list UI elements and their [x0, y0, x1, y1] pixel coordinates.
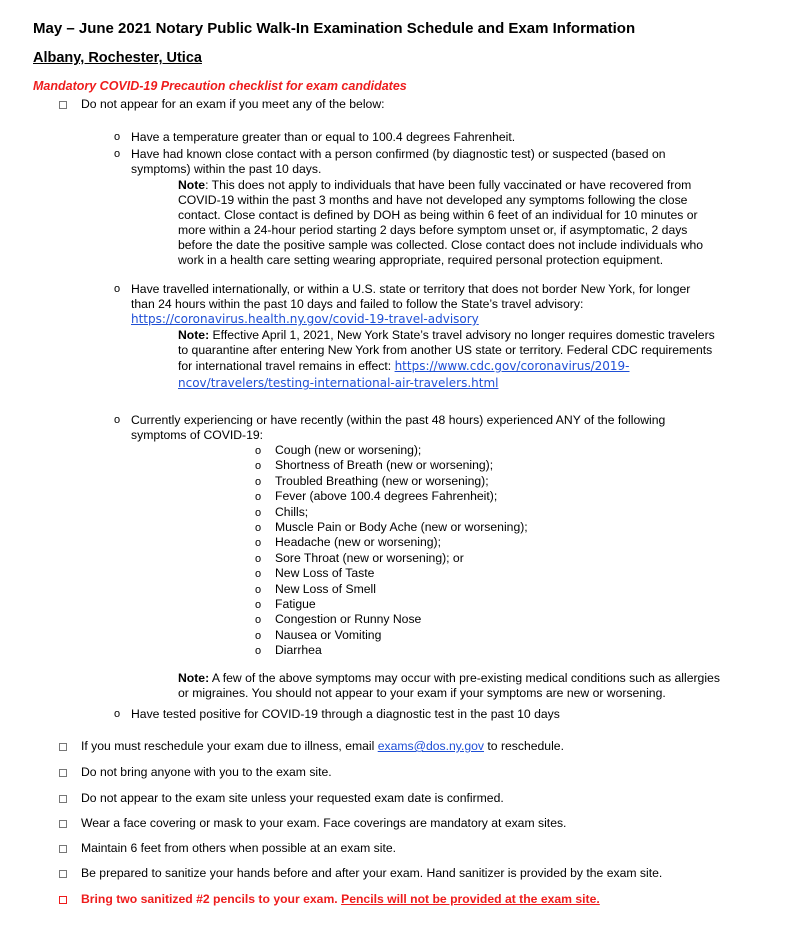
email-link[interactable]: exams@dos.ny.gov [377, 739, 485, 753]
note-travel-line2: to quarantine after entering New York from another US state or territory. Federal CDC requirements [178, 343, 713, 357]
bullet-icon: o [255, 583, 262, 596]
symptom-item [255, 643, 322, 658]
sub-item-symptoms-line2: symptoms of COVID-19: [131, 428, 264, 442]
bullet-icon: o [255, 475, 262, 488]
page-title: May – June 2021 Notary Public Walk-In Examination Schedule and Exam Information [33, 20, 636, 37]
symptom-item [255, 551, 464, 566]
sub-item-temperature: Have a temperature greater than or equal to 100.4 degrees Fahrenheit. [131, 130, 516, 144]
note-text: A few of the above symptoms may occur with pre-existing medical conditions such as allergies [209, 671, 720, 685]
symptom-label: Troubled Breathing (new or worsening); [275, 473, 489, 488]
bullet-icon: o [255, 614, 262, 627]
symptom-label: Chills; [275, 504, 309, 519]
checkbox-icon [59, 769, 67, 777]
bullet-icon: o [255, 568, 262, 581]
symptom-item [255, 443, 421, 458]
bullet-icon: o [255, 506, 262, 519]
checkbox-icon [59, 101, 67, 109]
note-contact-line1 [178, 178, 691, 192]
checklist-item-2: If you must reschedule your exam due to illness, email exams@dos.ny.gov to reschedule. [81, 739, 564, 753]
symptom-item [255, 458, 493, 473]
symptom-label: Shortness of Breath (new or worsening); [275, 458, 494, 473]
checklist-item-6: Maintain 6 feet from others when possible at an exam site. [81, 841, 397, 855]
symptom-label: Headache (new or worsening); [275, 535, 441, 550]
checkbox-icon [59, 820, 67, 828]
note-contact-line3: contact. Close contact is defined by DOH as being within 6 feet of an individual for 10 minutes or [178, 208, 698, 222]
symptom-item [255, 612, 421, 627]
symptom-label: Diarrhea [275, 643, 322, 658]
symptom-label: Congestion or Runny Nose [275, 612, 422, 627]
note-travel-line1 [178, 328, 715, 342]
travel-advisory-link[interactable]: https://coronavirus.health.ny.gov/covid-19-travel-advisory [131, 312, 479, 326]
bullet-icon: o [255, 552, 262, 565]
checkbox-icon [59, 845, 67, 853]
sub-item-travel-line1: Have travelled internationally, or within a U.S. state or territory that does not border New York, for longer [131, 282, 691, 296]
cdc-link-part1[interactable]: https://www.cdc.gov/coronavirus/2019- [394, 359, 630, 373]
sub-item-contact-line2: symptoms) within the past 10 days. [131, 162, 322, 176]
bullet-icon: o [114, 131, 121, 143]
note-symptoms-line1 [178, 671, 720, 685]
checklist-item-1: Do not appear for an exam if you meet any of the below: [81, 97, 385, 111]
bullet-icon: o [114, 148, 121, 160]
sub-item-tested-positive: Have tested positive for COVID-19 through a diagnostic test in the past 10 days [131, 707, 560, 721]
symptom-label: Muscle Pain or Body Ache (new or worsening); [275, 520, 528, 534]
symptom-label: Sore Throat (new or worsening); or [275, 550, 464, 565]
bullet-icon: o [255, 522, 262, 534]
sub-item-travel-line2: than 24 hours within the past 10 days and failed to follow the State’s travel advisory: [131, 297, 584, 311]
symptom-item [255, 628, 381, 643]
note-travel-line3 [178, 359, 630, 373]
bullet-icon: o [255, 599, 262, 611]
checklist-title: Mandatory COVID-19 Precaution checklist for exam candidates [33, 79, 407, 93]
checkbox-icon [59, 795, 67, 803]
checkbox-icon [59, 743, 67, 751]
bullet-icon: o [255, 491, 262, 504]
note-contact-line6: work in a health care setting wearing appropriate, required personal protection equipment. [178, 253, 664, 267]
symptom-item [255, 597, 316, 612]
symptom-label: Fatigue [275, 597, 316, 611]
symptom-item [255, 535, 441, 550]
note-text: : This does not apply to individuals that have been fully vaccinated or have recovered from [205, 178, 692, 192]
bullet-icon: o [114, 708, 121, 720]
note-label: Note: [178, 328, 210, 342]
symptom-item [255, 474, 489, 489]
bullet-icon: o [255, 460, 262, 473]
checklist-item-7: Be prepared to sanitize your hands before and after your exam. Hand sanitizer is provided by the exam site. [81, 866, 663, 880]
note-text: Effective April 1, 2021, New York State’s travel advisory no longer requires domestic travelers [209, 328, 715, 342]
symptom-label: Cough (new or worsening); [275, 443, 422, 457]
symptom-item [255, 566, 374, 581]
note-label: Note: [178, 671, 210, 685]
symptom-label: Nausea or Vomiting [275, 627, 382, 642]
note-contact-line2: COVID-19 within the past 3 months and have not developed any symptoms following the close [178, 193, 688, 207]
checklist-item-8: Bring two sanitized #2 pencils to your exam. Pencils will not be provided at the exam site. [81, 892, 600, 906]
symptom-label: New Loss of Taste [275, 566, 375, 581]
bullet-icon: o [255, 445, 262, 457]
checklist-item-3: Do not bring anyone with you to the exam site. [81, 765, 332, 779]
symptom-item [255, 582, 376, 597]
bullet-icon: o [255, 537, 262, 550]
symptom-label: Fever (above 100.4 degrees Fahrenheit); [275, 489, 498, 504]
bullet-icon: o [114, 414, 121, 426]
note-symptoms-line2: or migraines. You should not appear to your exam if your symptoms are new or worsening. [178, 686, 666, 700]
bullet-icon: o [255, 645, 262, 658]
checkbox-icon [59, 870, 67, 878]
checklist-item-5: Wear a face covering or mask to your exam. Face coverings are mandatory at exam sites. [81, 816, 567, 830]
bullet-icon: o [255, 629, 262, 642]
note-contact-line5: before the date the positive sample was collected. Close contact does not include individuals who [178, 238, 704, 252]
sub-item-contact-line1: Have had known close contact with a person confirmed (by diagnostic test) or suspected (based on [131, 147, 666, 161]
note-label: Note [178, 178, 206, 192]
note-contact-line4: more within a 24-hour period starting 2 days before symptom unset or, if asymptomatic, 2 days [178, 223, 688, 237]
checkbox-icon [59, 896, 67, 904]
cdc-link-part2[interactable]: ncov/travelers/testing-international-air-travelers.html [178, 376, 499, 390]
checklist-item-4: Do not appear to the exam site unless your requested exam date is confirmed. [81, 791, 504, 805]
symptom-label: New Loss of Smell [275, 581, 376, 596]
symptom-item [255, 520, 528, 535]
bullet-icon: o [114, 283, 121, 295]
sub-item-symptoms-line1: Currently experiencing or have recently (within the past 48 hours) experienced ANY of the following [131, 413, 666, 427]
pencils-warning: Pencils will not be provided at the exam site. [341, 892, 600, 906]
locations-heading: Albany, Rochester, Utica [33, 50, 202, 66]
symptom-item [255, 489, 497, 504]
note-text: for international travel remains in effect: [178, 359, 395, 373]
symptom-item [255, 505, 308, 520]
